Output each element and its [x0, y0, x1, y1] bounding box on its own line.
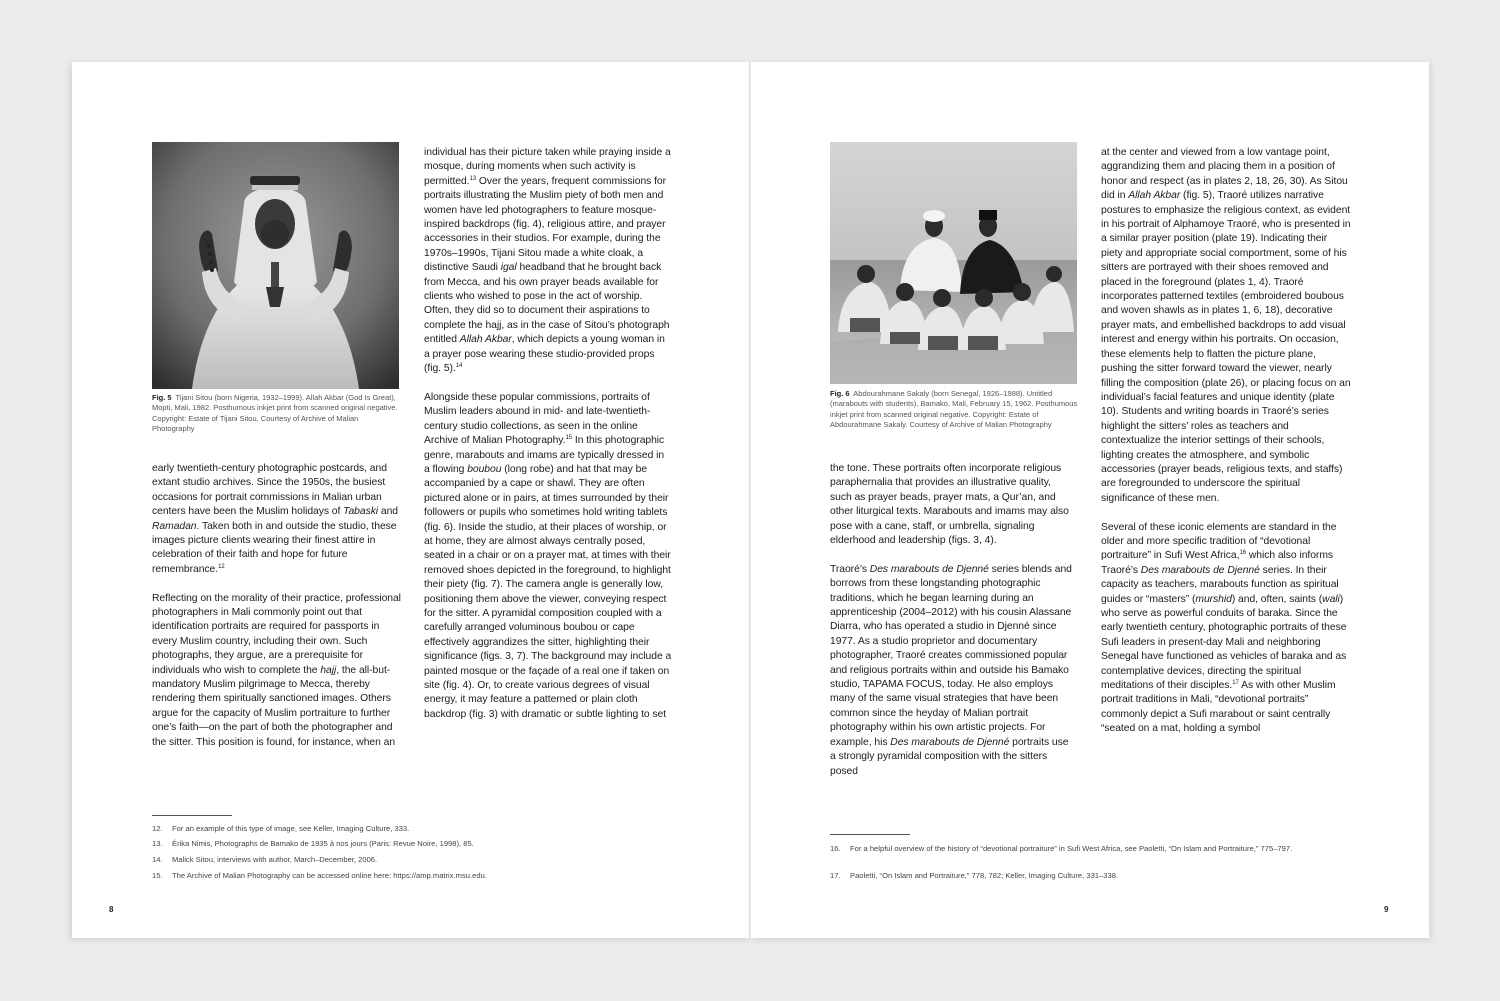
footnote-ref-14: 14 [455, 363, 463, 370]
left-footnote-15: 15. The Archive of Malian Photography can be accessed online here: https://amp.matrix.msu.edu. [152, 871, 487, 880]
left-footnote-rule [152, 815, 232, 816]
left-col1-paragraph-1: early twentieth-century photographic postcards, and extant studio archives. Since the 1950s, the busiest occasions for portrait commissions in Malian urban centers have been the Muslim holidays of Tabaski and Ramadan. Taken both in and outside the studio, these images picture clients wearing their finest attire in celebration of their faith and hope for future remembrance.$^{12}$ [152, 463, 398, 575]
footnote-ref-15: 15 [565, 435, 573, 442]
footnote-ref-13: 13 [469, 175, 477, 182]
footnote-ref-12: 12 [218, 563, 225, 570]
right-footnote-17: 17. Paoletti, “On Islam and Portraiture,” 778, 782; Keller, Imaging Culture, 331–338. [830, 871, 1119, 880]
left-col2-paragraph-1: individual has their picture taken while praying inside a mosque, during moments when such activity is permitted.$^{13}$ Over the years, frequent commissions for portraits illustrating the Muslim piety of both men and women have led photographers to feature mosque-inspired backdrops (fig. 4), religious attire, and prayer accessories in their studios. For example, during the 1970s–1990s, Tijani Sitou made a white cloak, a distinctive Saudi igal headband that he brought back from Mecca, and his own prayer beads available for clients who wished to pose in the act of worship. Often, they did so to document their aspirations to complete the hajj, as in the case of Sitou’s photograph entitled Allah Akbar, which depicts a young woman in a prayer pose wearing these studio-provided props (fig. 5).$^{14}$ [424, 147, 671, 375]
left-footnote-14: 14. Malick Sitou, interviews with author, March–December, 2006. [152, 855, 378, 864]
right-footnote-16: 16. For a helpful overview of the history of “devotional portraiture” in Sufi West Africa, see Paoletti, “On Islam and Portraiture,” 775–797. [830, 844, 1293, 853]
fig5-photo [152, 142, 399, 389]
left-column-1 [152, 462, 402, 750]
fig5-label: Fig. 5 [152, 393, 172, 402]
fig6-photo [830, 142, 1077, 384]
fig5-caption [152, 393, 400, 435]
right-col1-paragraph-1: the tone. These portraits often incorporate religious paraphernalia that provides an illustrative quality, such as prayer beads, prayer mats, a Qur’an, and other liturgical texts. Marabouts and imams may also pose with a cane, staff, or umbrella, signaling elderhood and leadership (figs. 3, 4). [830, 463, 1069, 547]
right-col1-paragraph-2: Traoré’s Des marabouts de Djenné series blends and borrows from these longstanding photographic traditions, which he began learning during an apprenticeship (2004–2012) with his cousin Alassane Diarra, who has operated a studio in Djenné since 1977. As a studio proprietor and documentary photographer, Traoré creates commissioned popular and religious portraits within and outside his Bamako studio, TAPAMA FOCUS, today. He also employs many of the same visual strategies that have been common since the heyday of Malian portrait photography within his own artistic projects. For example, his Des marabouts de Djenné portraits use a strongly pyramidal composition with the sitters posed [830, 563, 1072, 777]
left-footnote-12: 12. For an example of this type of image, see Keller, Imaging Culture, 333. [152, 824, 410, 833]
right-page-number: 9 [1384, 905, 1389, 914]
left-col2-paragraph-2: Alongside these popular commissions, portraits of Muslim leaders abound in mid- and late-twentieth-century studio collections, as seen in the online Archive of Malian Photography.$^{15}$ In this photographic genre, marabouts and imams are typically dressed in a flowing boubou (long robe) and hat that may be accompanied by a cape or shawl. They are often pictured alone or in pairs, at times surrounded by their followers or pupils who sometimes hold writing tablets (fig. 6). Inside the studio, at their places of worship, or at home, they are almost always centrally posed, seated in a chair or on a prayer mat, at times with their removed shoes depicted in the foreground, to highlight their piety (fig. 7). The camera angle is generally low, positioning them above the viewer, conveying respect for the sitter. A pyramidal composition coupled with a carefully arranged voluminous boubou or cape effectively aggrandizes the sitter, highlighting their significance (figs. 3, 7). The background may include a painted mosque or the façade of a real one if taken on site (fig. 4). Or, to create various degrees of visual energy, it may feature a patterned or plain cloth backdrop (fig. 3) with dramatic or subtle lighting to set [424, 391, 672, 720]
left-footnote-13: 13. Érika Nimis, Photographs de Bamako de 1935 à nos jours (Paris: Revue Noire, 1998), 85. [152, 839, 474, 848]
footnote-ref-16: 16 [1239, 550, 1247, 557]
left-page-number: 8 [109, 905, 114, 914]
left-column-2 [424, 146, 672, 722]
fig6-caption [830, 389, 1078, 431]
right-col2-paragraph-2: Several of these iconic elements are standard in the older and more specific tradition of “devotional portraiture” in Sufi West Africa,$^{16}$ which also informs Traoré’s Des marabouts de Djenné series. In their capacity as teachers, marabouts function as spiritual guides or “masters” (murshid) and, often, saints (wali) who serve as powerful conduits of baraka. Since the early twentieth century, photographic portraits of these Sufi leaders in present-day Mali and neighboring Senegal have functioned as vehicles of baraka and as contemplative devices, directing the spiritual meditations of their disciples.$^{17}$ As with other Muslim portrait traditions in Mali, “devotional portraits” commonly depict a Sufi marabout or saint centrally “seated on a mat, holding a symbol [1101, 521, 1347, 735]
left-col1-paragraph-2: Reflecting on the morality of their practice, professional photographers in Mali commonly point out that identification portraits are required for passports in every Muslim country, including their own. Such photographs, they argue, are a prerequisite for individuals who wish to complete the hajj, the all-but-mandatory Muslim pilgrimage to Mecca, thereby rendering them spiritually sanctioned images. Others argue for the capacity of Muslim portraiture to further one’s faith—on the part of both the photographer and the sitter. This position is found, for instance, when an [152, 592, 401, 748]
right-column-1 [830, 462, 1074, 779]
fig6-caption-text: Abdourahmane Sakaly (born Senegal, 1926–1988). Untitled (marabouts with students), Bamako, Mali, February 15, 1962. Posthumous inkjet print from scanned original negative. Copyright: Estate of Abdourahmane Sakaly. Courtesy of Archive of Malian Photography [830, 389, 1078, 430]
right-col2-paragraph-1: at the center and viewed from a low vantage point, aggrandizing them and placing them in a position of honor and respect (as in plates 2, 18, 26, 30). As Sitou did in Allah Akbar (fig. 5), Traoré utilizes narrative postures to emphasize the religious context, as evident in his portrait of Alphamoye Traoré, who is presented in a similar prayer position (plate 19). Indicating their piety and appropriate social comportment, some of his sitters are portrayed with their shoes removed and placed in the foreground (plates 1, 4). Traoré incorporates patterned textiles (embroidered boubous and woven shawls as in plates 1, 6, 18), decorative prayer mats, and embellished backdrops to add visual interest and energy within his portraits. On occasion, these elements help to flatten the picture plane, pushing the sitter forward toward the viewer, nearly filling the composition (plate 26), or placing focus on an individual’s facial features and unique identity (plate 10). Students and writing boards in Traoré’s series highlight the sitters’ roles as teachers and contextualize the interior settings of their schools, lighting creates the atmosphere, and symbolic accessories (prayer beads, religious texts, and staffs) are foregrounded to underscore the spiritual significance of these men. [1101, 147, 1351, 504]
fig6-label: Fig. 6 [830, 389, 850, 398]
footnote-ref-17: 17 [1232, 680, 1239, 687]
right-column-2 [1101, 146, 1351, 737]
right-footnote-rule [830, 834, 910, 835]
book-gutter [749, 62, 751, 938]
fig5-caption-text: Tijani Sitou (born Nigeria, 1932–1999). Allah Akbar (God Is Great), Mopti, Mali, 1982. Posthumous inkjet print from scanned original negative. Copyright: Estate of Tijani Sitou. Courtesy of Archive of Malian Photography [152, 393, 398, 434]
